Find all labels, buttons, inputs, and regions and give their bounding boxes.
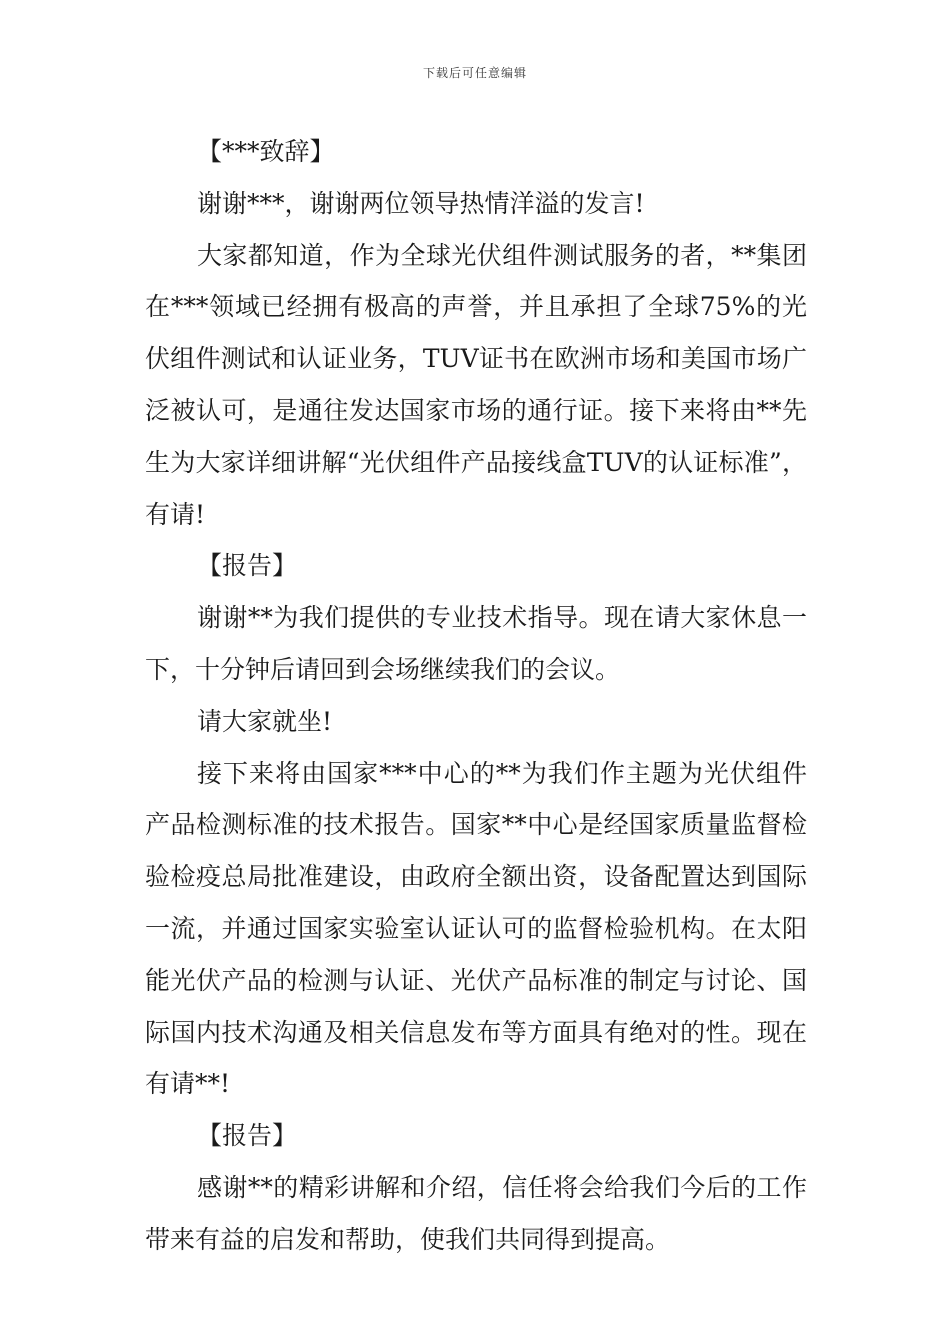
page-header-note: 下载后可任意编辑: [422, 66, 527, 80]
section-heading-report-1: 【报告】: [197, 551, 298, 581]
section-heading-speech: 【***致辞】: [197, 137, 335, 166]
paragraph-thanks: 谢谢***，谢谢两位领导热情洋溢的发言!: [197, 188, 645, 218]
paragraph-center-intro: 接下来将由国家***中心的**为我们作主题为光伏组件产品检测标准的技术报告。国家**中心是经国家质量监督检验检疫总局批准建设，由政府全额出资，设备配置达到国际一流，并通过国家实验室认证认可的监督检验机构。在太阳能光伏产品的检测与认证、光伏产品标准的制定与讨论、国际国内技术沟通及相关信息发布等方面具有绝对的性。现在有请**!: [145, 758, 807, 1099]
paragraph-break-notice: 谢谢**为我们提供的专业技术指导。现在请大家休息一下，十分钟后请回到会场继续我们的会议。: [145, 603, 807, 684]
document-body: [145, 126, 807, 1266]
section-heading-report-2: 【报告】: [197, 1121, 298, 1151]
paragraph-closing-thanks: 感谢**的精彩讲解和介绍，信任将会给我们今后的工作带来有益的启发和帮助，使我们共同得到提高。: [145, 1172, 807, 1254]
paragraph-please-sit: 请大家就坐!: [197, 706, 333, 736]
paragraph-group-intro: 大家都知道，作为全球光伏组件测试服务的者，**集团在***领域已经拥有极高的声誉，并且承担了全球75%的光伏组件测试和认证业务，TUV证书在欧洲市场和美国市场广泛被认可，是通往发达国家市场的通行证。接下来将由**先生为大家详细讲解“光伏组件产品接线盒TUV的认证标准”，有请!: [145, 240, 807, 529]
